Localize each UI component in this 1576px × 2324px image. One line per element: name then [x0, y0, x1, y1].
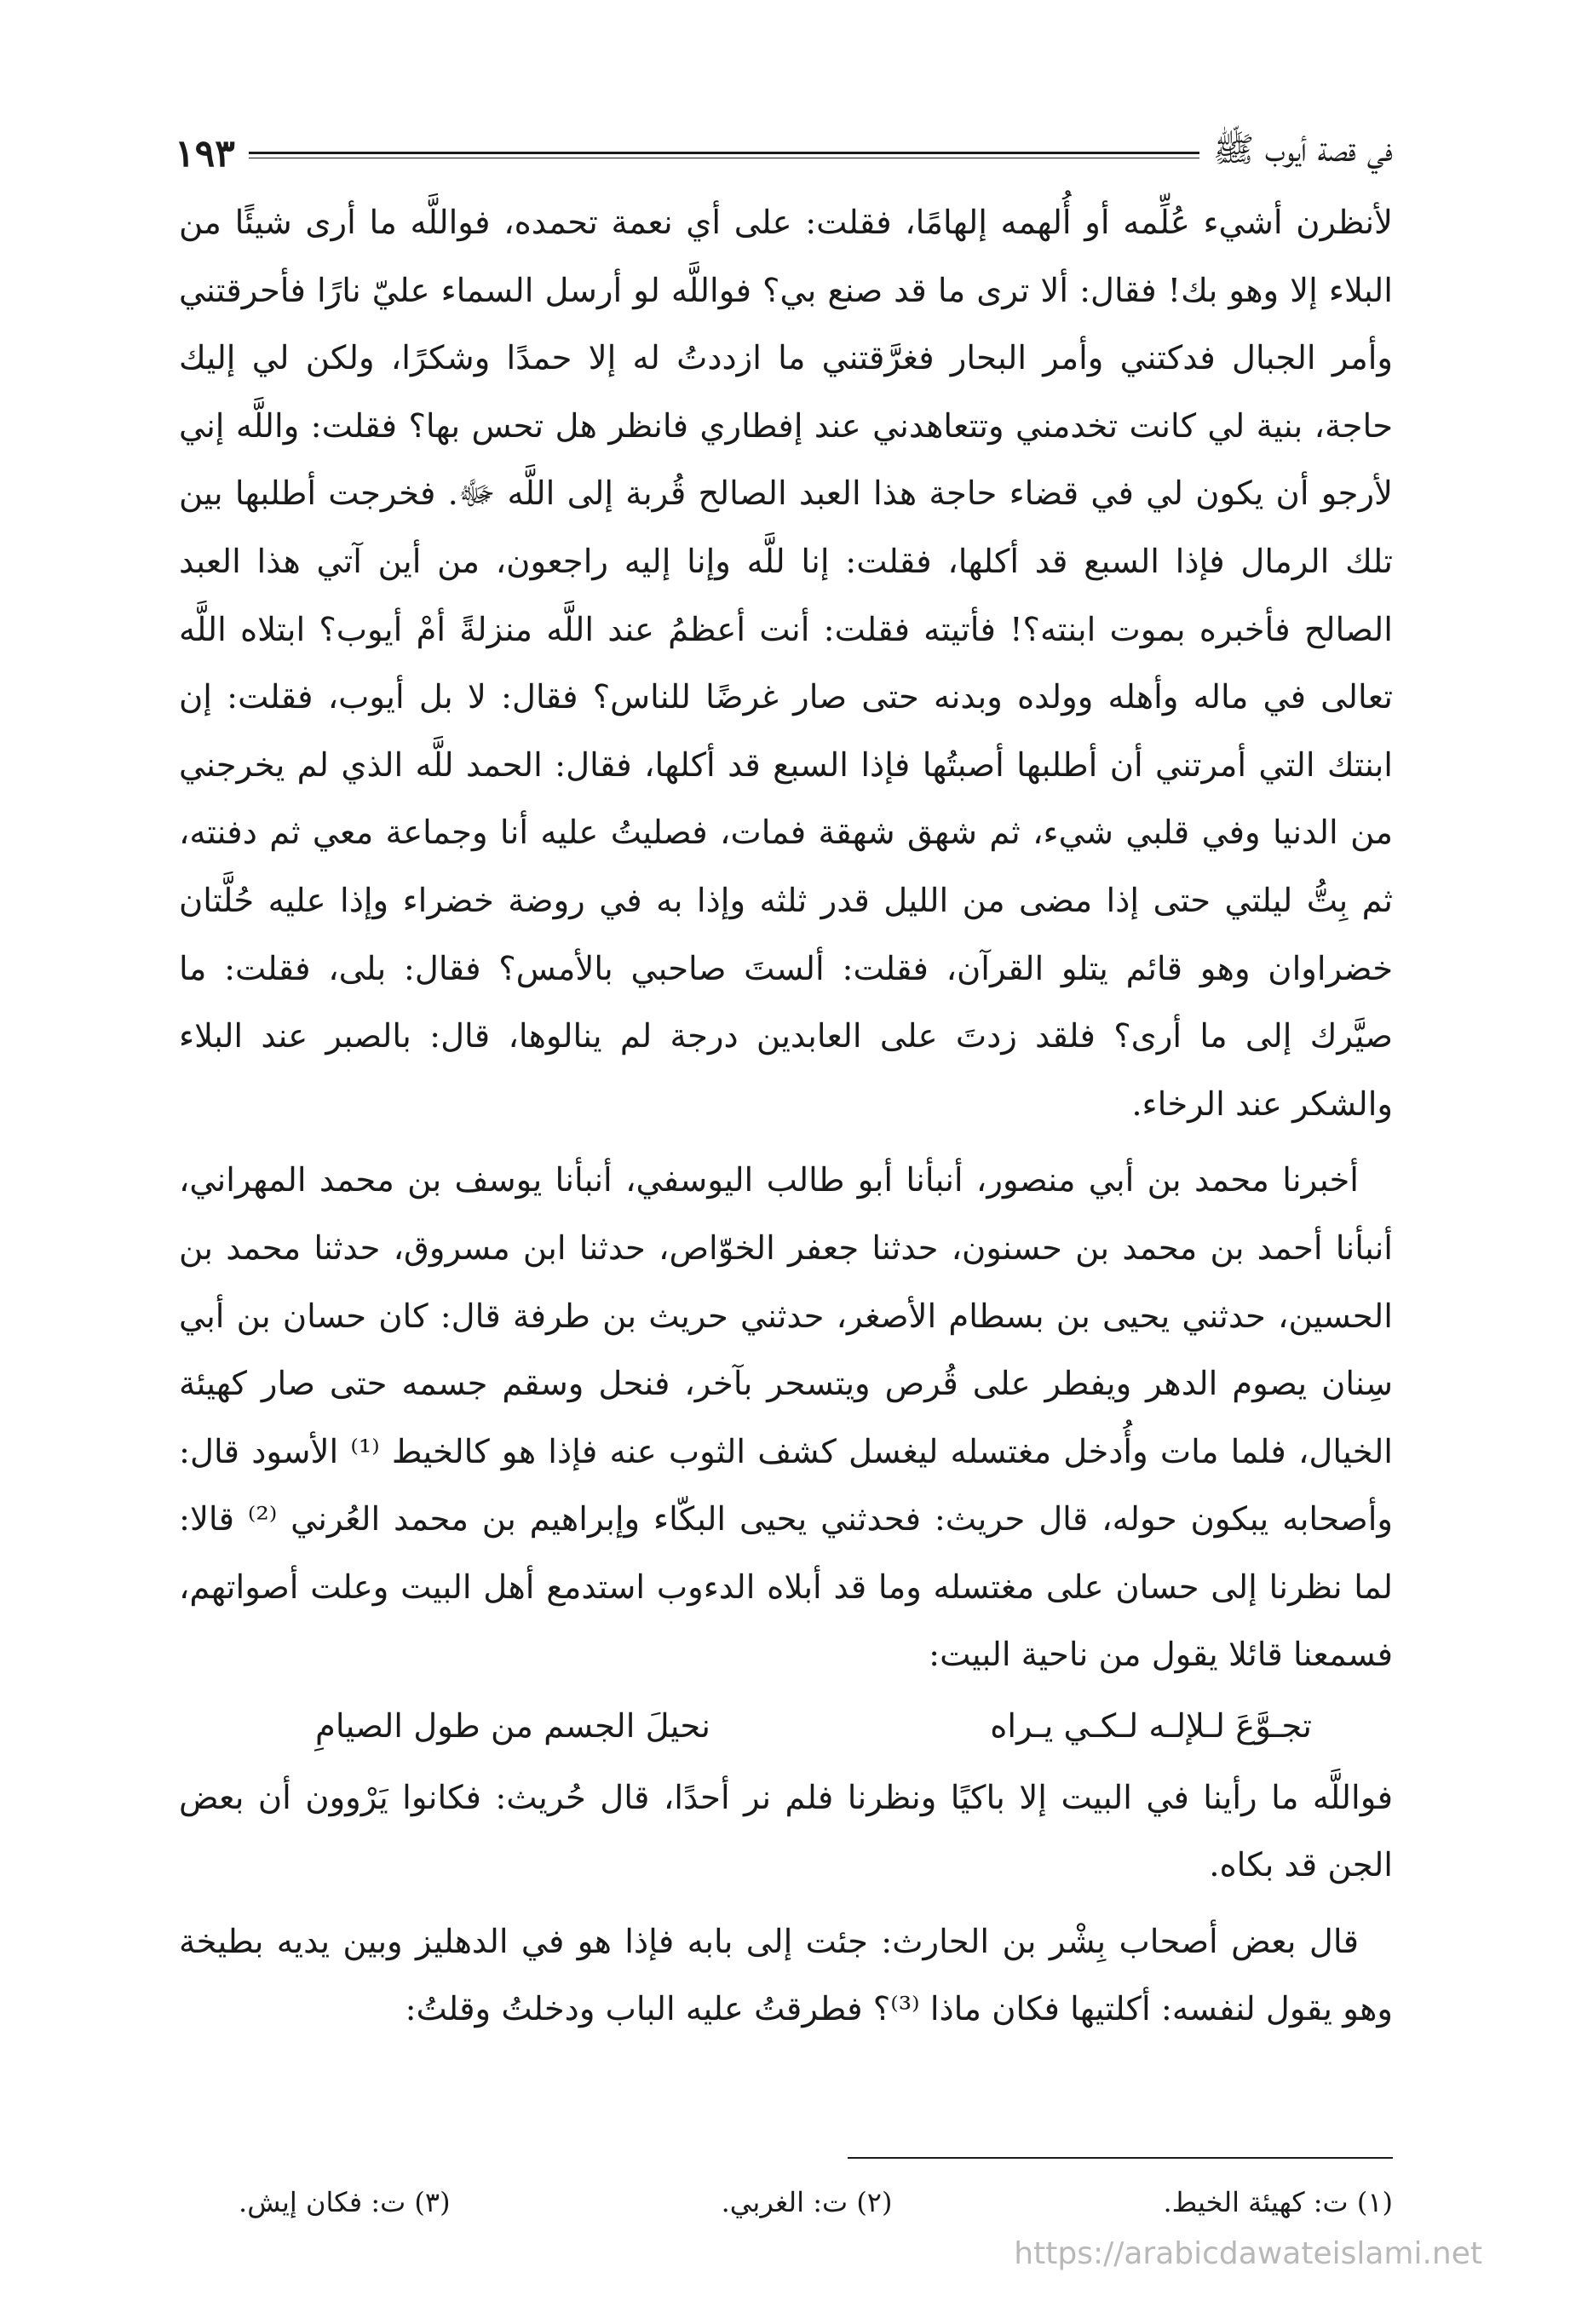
poem-verse: [179, 1693, 1393, 1761]
paragraph-4: قال بعض أصحاب بِشْر بن الحارث: جئت إلى بابه فإذا هو في الدهليز وبين يديه بطيخة وهو يقول لنفسه: أكلتيها فكان ماذا ⁽³⁾؟ فطرقتُ عليه الباب ودخلتُ وقلتُ:: [179, 1922, 1393, 2029]
poem-hemistich-1: تجـوَّعَ لـلإلـه لـكـي يـراه: [990, 1707, 1312, 1746]
footnote-divider: [848, 2157, 1393, 2159]
header-rule: [249, 152, 1199, 158]
paragraph-3: فواللَّه ما رأينا في البيت إلا باكيًا ونظرنا فلم نر أحدًا، قال حُريث: فكانوا يَرْوون أن بعض الجن قد بكاه.: [179, 1778, 1393, 1885]
running-title: في قصة أيوب ﷺ: [1212, 130, 1393, 170]
paragraph-2: أخبرنا محمد بن أبي منصور، أنبأنا أبو طالب اليوسفي، أنبأنا يوسف بن محمد المهراني، أنبأنا أحمد بن محمد بن حسنون، حدثنا جعفر الخوّاص، حدثنا ابن مسروق، حدثنا محمد بن الحسين، حدثني يحيى بن بسطام الأصغر، حدثني حريث بن طرفة قال: كان حسان بن أبي سِنان يصوم الدهر ويفطر على قُرص ويتسحر بآخر، فنحل وسقم جسمه حتى صار كهيئة الخيال، فلما مات وأُدخل مغتسله ليغسل كشف الثوب عنه فإذا هو كالخيط ⁽¹⁾ الأسود قال: وأصحابه يبكون حوله، قال حريث: فحدثني يحيى البكّاء وإبراهيم بن محمد العُرني ⁽²⁾ قالا: لما نظرنا إلى حسان على مغتسله وما قد أبلاه الدءوب استدمع أهل البيت وعلت أصواتهم، فسمعنا قائلا يقول من ناحية البيت:: [179, 1161, 1393, 1675]
poem-hemistich-2: نحيلَ الجسم من طول الصيامِ: [315, 1707, 710, 1746]
main-text: [179, 189, 1393, 2044]
page-header: [175, 124, 1393, 183]
paragraph-1: لأنظرن أشيء عُلِّمه أو أُلهمه إلهامًا، فقلت: على أي نعمة تحمده، فواللَّه ما أرى شيئًا من البلاء إلا وهو بك! فقال: ألا ترى ما قد صنع بي؟ فواللَّه لو أرسل السماء عليّ نارًا فأحرقتني وأمر الجبال فدكتني وأمر البحار فغرَّقتني ما ازددتُ له إلا حمدًا وشكرًا، ولكن لي إليك حاجة، بنية لي كانت تخدمني وتتعاهدني عند إفطاري فانظر هل تحس بها؟ فقلت: واللَّه إني لأرجو أن يكون لي في قضاء حاجة هذا العبد الصالح قُربة إلى اللَّه ﷻ. فخرجت أطلبها بين تلك الرمال فإذا السبع قد أكلها، فقلت: إنا للَّه وإنا إليه راجعون، من أين آتي هذا العبد الصالح فأخبره بموت ابنته؟! فأتيته فقلت: أنت أعظمُ عند اللَّه منزلةً أمْ أيوب؟ ابتلاه اللَّه تعالى في ماله وأهله وولده وبدنه حتى صار غرضًا للناس؟ فقال: لا بل أيوب، فقلت: إن ابنتك التي أمرتني أن أطلبها أصبتُها فإذا السبع قد أكلها، فقال: الحمد للَّه الذي لم يخرجني من الدنيا وفي قلبي شيء، ثم شهق شهقة فمات، فصليتُ عليه أنا وجماعة معي ثم دفنته، ثم بِتُّ ليلتي حتى إذا مضى من الليل قدر ثلثه وإذا به في روضة خضراء وإذا عليه حُلَّتان خضراوان وهو قائم يتلو القرآن، فقلت: ألستَ صاحبي بالأمس؟ فقال: بلى، فقلت: ما صيَّرك إلى ما أرى؟ فلقد زدتَ على العابدين درجة لم ينالوها، قال: بالصبر عند البلاء والشكر عند الرخاء.: [179, 204, 1393, 1124]
page-number: ١٩٣: [175, 131, 235, 175]
footnote-2: (٢) ت: الغربي.: [721, 2186, 893, 2218]
footnote-3: (٣) ت: فكان إيش.: [239, 2186, 451, 2218]
footnote-1: (١) ت: كهيئة الخيط.: [1163, 2186, 1393, 2218]
footnotes: [239, 2181, 1393, 2223]
watermark-url: https://arabicdawateislami.net: [1014, 2236, 1482, 2271]
